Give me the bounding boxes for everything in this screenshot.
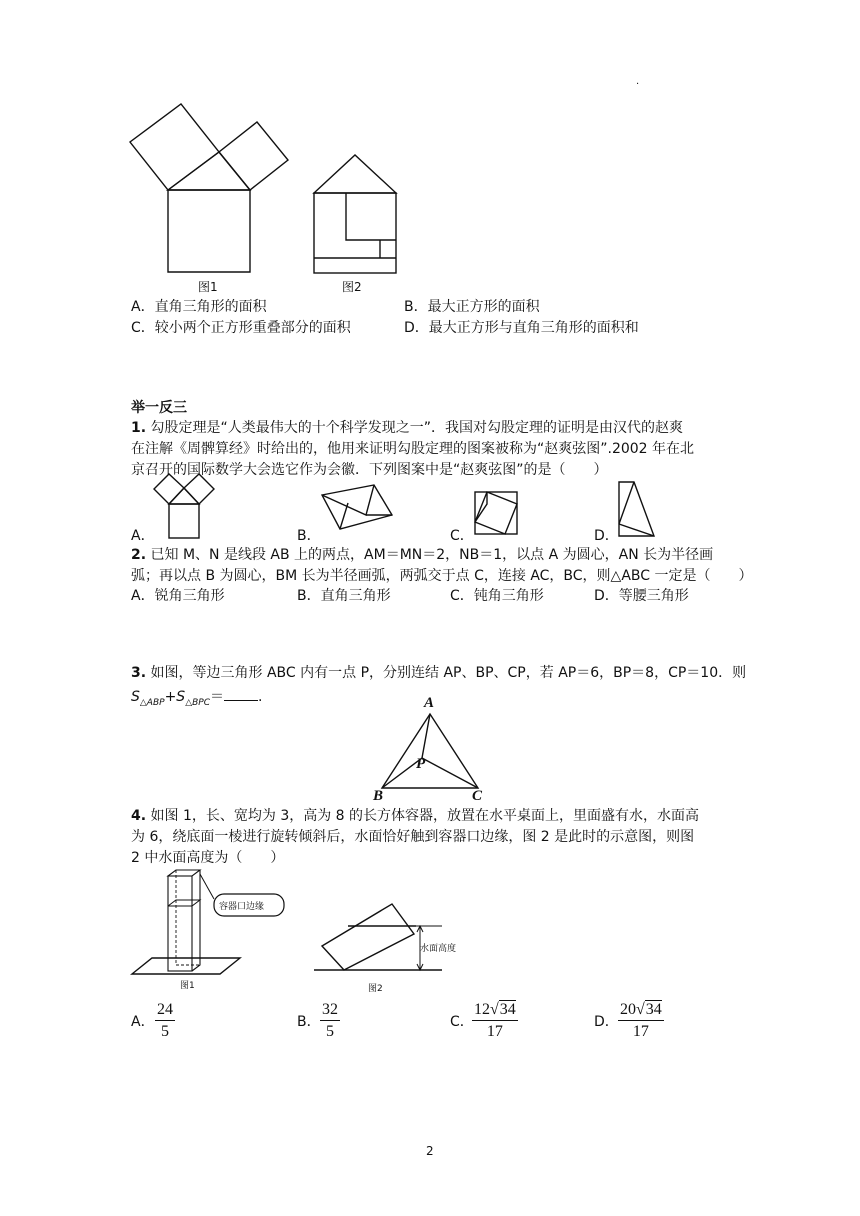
q3-line-2 [131,686,262,713]
q4-height-label: 水面高度 [420,944,457,954]
top-dot: . [636,76,640,87]
q4-c-denominator: 17 [486,1023,503,1040]
figure-1-caption: 图1 [198,280,218,294]
q4-option-b: B． [297,1014,321,1030]
q4-d-coefficient: 20 [620,1001,636,1018]
figure-1-squares [128,100,298,275]
q4-a-numerator: 24 [155,1000,175,1021]
q2-option-b: B．直角三角形 [297,588,391,604]
q3-line-1 [131,663,746,683]
q3-s1: S [131,689,140,705]
q1-option-b: B． [297,528,321,544]
q4-figure-2-caption: 图2 [368,984,383,994]
q3-label-p: P [416,756,426,772]
q4-d-numerator: 20√34 [618,1000,664,1021]
q3-end: . [258,689,263,705]
q1-figure-b [318,485,398,535]
q4-c-radicand: 34 [499,1001,516,1018]
q4-text-1: 如图 1，长、宽均为 3，高为 8 的长方体容器，放置在水平桌面上，里面盛有水，水面高 [146,808,700,824]
q0-option-c: C．较小两个正方形重叠部分的面积 [131,320,351,336]
q3-label-b: B [373,788,384,804]
q1-line-3: 京召开的国际数学大会选它作为会徽．下列图案中是“赵爽弦图”的是（ ） [131,462,608,478]
q3-plus-s: +S [164,689,186,705]
q3-text-1: 如图，等边三角形 ABC 内有一点 P，分别连结 AP、BP、CP，若 AP＝6，BP＝8，CP＝10．则 [146,665,747,681]
q4-figure-1-box [130,866,300,976]
q2-text-1: 已知 M、N 是线段 AB 上的两点，AM＝MN＝2，NB＝1，以点 A 为圆心，AN 长为半径画 [146,547,714,563]
q3-equals: ＝ [210,689,225,705]
q4-a-denominator: 5 [161,1023,169,1040]
q3-sub-abp: △ABP [139,697,165,708]
q2-option-a: A．锐角三角形 [131,588,225,604]
q1-option-a: A． [131,528,155,544]
q4-option-d: D． [594,1014,619,1030]
q3-sub-bpc: △BPC [185,697,211,708]
q3-label-a: A [424,695,435,711]
q4-figure-1-caption: 图1 [180,981,195,991]
q4-c-coefficient: 12 [474,1001,490,1018]
q4-line-1 [131,806,699,826]
figure-2-caption: 图2 [342,280,362,294]
q3-number: 3. [131,665,147,681]
q4-fraction-d [618,1000,664,1043]
q4-option-a: A． [131,1014,155,1030]
q1-number: 1. [131,420,147,436]
q4-line-3: 2 中水面高度为（ ） [131,850,285,866]
q4-fraction-c [472,1000,518,1043]
q4-callout-label: 容器口边缘 [219,902,265,912]
q1-option-d: D． [594,528,619,544]
q1-option-c: C． [450,528,474,544]
section-title: 举一反三 [131,400,187,416]
q4-figure-2-tilted-box [312,900,452,975]
q4-d-radicand: 34 [645,1001,662,1018]
q4-option-c: C． [450,1014,474,1030]
q1-line-1 [131,418,683,438]
q2-option-d: D．等腰三角形 [594,588,689,604]
q0-option-d: D．最大正方形与直角三角形的面积和 [404,320,639,336]
q1-figure-c [473,490,521,536]
q1-text-1: 勾股定理是“人类最伟大的十个科学发现之一”．我国对勾股定理的证明是由汉代的赵爽 [146,420,684,436]
q1-line-2: 在注解《周髀算经》时给出的，他用来证明勾股定理的图案被称为“赵爽弦图”.2002 年在北 [131,441,695,457]
q4-fraction-b [320,1000,340,1043]
q4-line-2: 为 6，绕底面一棱进行旋转倾斜后，水面恰好触到容器口边缘，图 2 是此时的示意图，则图 [131,829,695,845]
figure-2-squares [310,150,400,275]
page-number: 2 [426,1144,434,1158]
q0-option-a: A．直角三角形的面积 [131,299,267,315]
q4-d-denominator: 17 [632,1023,649,1040]
q2-number: 2. [131,547,147,563]
q3-triangle-figure [378,710,488,792]
q2-line-2: 弧；再以点 B 为圆心，BM 长为半径画弧，两弧交于点 C，连接 AC，BC，则△ABC 一定是（ ） [131,568,753,584]
q4-number: 4. [131,808,147,824]
q2-option-c: C．钝角三角形 [450,588,544,604]
q4-fraction-a [155,1000,175,1043]
q3-label-c: C [472,788,483,804]
q0-option-b: B．最大正方形的面积 [404,299,540,315]
q3-answer-blank [224,686,258,701]
q1-figure-d [614,480,658,538]
q4-b-denominator: 5 [326,1023,334,1040]
q4-c-numerator: 12√34 [472,1000,518,1021]
q2-line-1 [131,545,713,565]
q4-b-numerator: 32 [320,1000,340,1021]
q1-figure-a [150,474,220,540]
